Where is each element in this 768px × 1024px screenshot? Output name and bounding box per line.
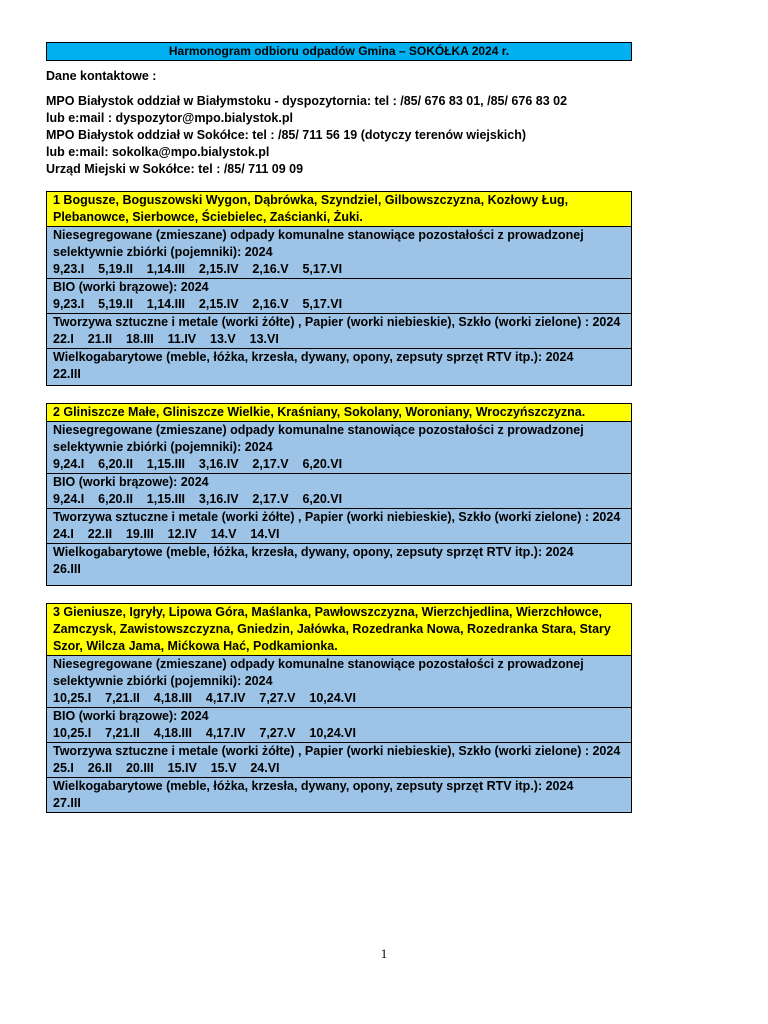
recycle-row: [47, 743, 631, 778]
section-villages: 1 Bogusze, Boguszowski Wygon, Dąbrówka, Szyndziel, Gilbowszczyzna, Kozłowy Ług, Plebanowce, Sierbowce, Ściebielec, Zaścianki, Żuki.: [47, 192, 631, 227]
bulky-waste-dates: 27.III: [53, 796, 81, 810]
contact-line: lub e:mail : dyspozytor@mpo.bialystok.pl: [46, 111, 293, 125]
mixed-waste-label: Niesegregowane (zmieszane) odpady komunalne stanowiące pozostałości z prowadzonej selektywnie zbiórki (pojemniki): 2024: [53, 423, 584, 454]
bio-waste-label: BIO (worki brązowe): 2024: [53, 280, 209, 294]
bulky-waste-row: [47, 778, 631, 812]
contact-block: [46, 68, 632, 178]
contact-heading: Dane kontaktowe :: [46, 69, 157, 83]
page-title: Harmonogram odbioru odpadów Gmina – SOKÓŁKA 2024 r.: [46, 42, 632, 61]
page-number: 1: [380, 946, 388, 961]
bulky-waste-label: Wielkogabarytowe (meble, łóżka, krzesła, dywany, opony, zepsuty sprzęt RTV itp.): 2024: [53, 350, 574, 364]
bulky-waste-row: [47, 349, 631, 385]
recycle-dates: 25.I 26.II 20.III 15.IV 15.V 24.VI: [53, 761, 280, 775]
bio-waste-dates: 10,25.I 7,21.II 4,18.III 4,17.IV 7,27.V 10,24.VI: [53, 726, 356, 740]
bio-waste-label: BIO (worki brązowe): 2024: [53, 475, 209, 489]
bulky-waste-label: Wielkogabarytowe (meble, łóżka, krzesła, dywany, opony, zepsuty sprzęt RTV itp.): 2024: [53, 779, 574, 793]
recycle-dates: 24.I 22.II 19.III 12.IV 14.V 14.VI: [53, 527, 280, 541]
bio-waste-dates: 9,24.I 6,20.II 1,15.III 3,16.IV 2,17.V 6,20.VI: [53, 492, 343, 506]
document-page: [46, 42, 632, 813]
mixed-waste-dates: 9,23.I 5,19.II 1,14.III 2,15.IV 2,16.V 5,17.VI: [53, 262, 343, 276]
bulky-waste-label: Wielkogabarytowe (meble, łóżka, krzesła, dywany, opony, zepsuty sprzęt RTV itp.): 2024: [53, 545, 574, 559]
mixed-waste-label: Niesegregowane (zmieszane) odpady komunalne stanowiące pozostałości z prowadzonej selektywnie zbiórki (pojemniki): 2024: [53, 657, 584, 688]
schedule-section-2: [46, 403, 632, 586]
schedule-section-1: [46, 191, 632, 386]
contact-line: MPO Białystok oddział w Sokółce: tel : /85/ 711 56 19 (dotyczy terenów wiejskich): [46, 128, 527, 142]
contact-line: lub e:mail: sokolka@mpo.bialystok.pl: [46, 145, 270, 159]
mixed-waste-dates: 9,24.I 6,20.II 1,15.III 3,16.IV 2,17.V 6,20.VI: [53, 457, 343, 471]
recycle-label: Tworzywa sztuczne i metale (worki żółte) , Papier (worki niebieskie), Szkło (worki zielone) : 2024: [53, 744, 621, 758]
recycle-label: Tworzywa sztuczne i metale (worki żółte) , Papier (worki niebieskie), Szkło (worki zielone) : 2024: [53, 315, 621, 329]
bulky-waste-dates: 22.III: [53, 367, 81, 381]
section-villages: 3 Gieniusze, Igryły, Lipowa Góra, Maślanka, Pawłowszczyzna, Wierzchjedlina, Wierzchłowce, Zamczysk, Zawistowszczyzna, Gniedzin, Jałówka, Rozedranka Nowa, Rozedranka Stara, Stary Szor, Wilcza Jama, Mićkowa Hać, Podkamionka.: [47, 604, 631, 656]
contact-line: Urząd Miejski w Sokółce: tel : /85/ 711 09 09: [46, 162, 304, 176]
recycle-row: [47, 314, 631, 349]
mixed-waste-row: [47, 227, 631, 279]
bio-waste-row: [47, 279, 631, 314]
mixed-waste-label: Niesegregowane (zmieszane) odpady komunalne stanowiące pozostałości z prowadzonej selektywnie zbiórki (pojemniki): 2024: [53, 228, 584, 259]
bio-waste-row: [47, 708, 631, 743]
section-villages: 2 Gliniszcze Małe, Gliniszcze Wielkie, Kraśniany, Sokolany, Woroniany, Wroczyńszczyzna.: [47, 404, 631, 422]
bulky-waste-row: [47, 544, 631, 585]
mixed-waste-row: [47, 422, 631, 474]
recycle-dates: 22.I 21.II 18.III 11.IV 13.V 13.VI: [53, 332, 279, 346]
bio-waste-dates: 9,23.I 5,19.II 1,14.III 2,15.IV 2,16.V 5,17.VI: [53, 297, 343, 311]
mixed-waste-dates: 10,25.I 7,21.II 4,18.III 4,17.IV 7,27.V 10,24.VI: [53, 691, 356, 705]
bio-waste-label: BIO (worki brązowe): 2024: [53, 709, 209, 723]
contact-line: MPO Białystok oddział w Białymstoku - dyspozytornia: tel : /85/ 676 83 01, /85/ 676 83 02: [46, 94, 568, 108]
recycle-label: Tworzywa sztuczne i metale (worki żółte) , Papier (worki niebieskie), Szkło (worki zielone) : 2024: [53, 510, 621, 524]
bio-waste-row: [47, 474, 631, 509]
recycle-row: [47, 509, 631, 544]
mixed-waste-row: [47, 656, 631, 708]
bulky-waste-dates: 26.III: [53, 562, 81, 576]
schedule-section-3: [46, 603, 632, 813]
